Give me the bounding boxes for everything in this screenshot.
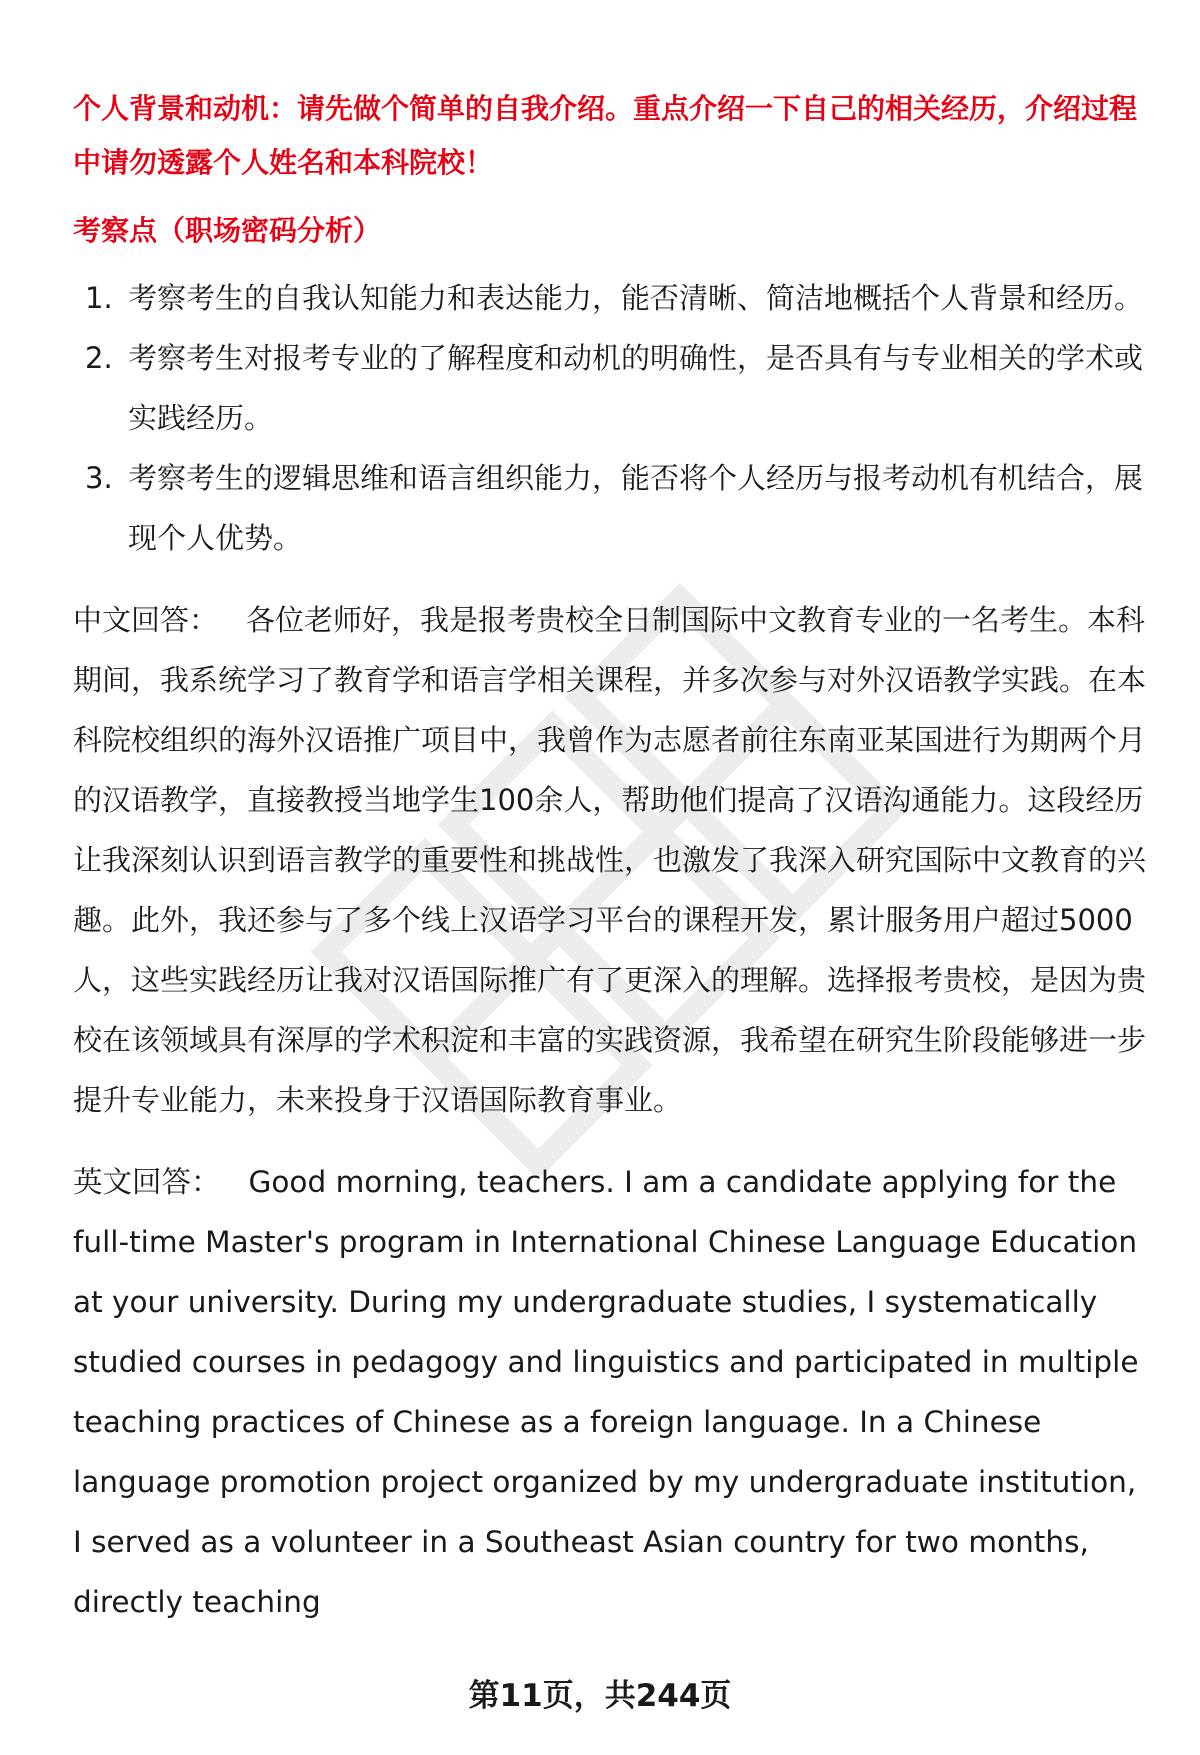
list-item-text: 考察考生对报考专业的了解程度和动机的明确性，是否具有与专业相关的学术或实践经历。 [128,341,1144,435]
chinese-answer [73,590,1153,1130]
document-page [73,82,1153,1632]
list-number: 1. [85,281,113,315]
english-answer-label: 英文回答： [73,1165,221,1199]
english-answer [73,1152,1153,1632]
list-number: 3. [85,461,113,495]
section-label: 考察点（职场密码分析） [73,214,382,247]
list-item-text: 考察考生的自我认知能力和表达能力，能否清晰、简洁地概括个人背景和经历。 [128,281,1144,315]
question-heading: 个人背景和动机：请先做个简单的自我介绍。重点介绍一下自己的相关经历，介绍过程中请勿透露个人姓名和本科院校！ [73,92,1138,179]
list-item [73,448,1153,568]
chinese-answer-label: 中文回答： [73,603,219,637]
list-item [73,268,1153,328]
page-footer: 第11页，共244页 [468,1678,732,1714]
list-item [73,328,1153,448]
list-item-text: 考察考生的逻辑思维和语言组织能力，能否将个人经历与报考动机有机结合，展现个人优势。 [128,461,1144,555]
list-number: 2. [85,341,113,375]
assessment-points-list [73,268,1153,568]
english-answer-text: Good morning, teachers. I am a candidate applying for the full-time Master's program in International Chinese Language Education at your university. During my undergraduate studies, I systematically studied courses in pedagogy and linguistics and participated in multiple teaching practices of Chinese as a foreign language. In a Chinese language promotion project organized by my undergraduate institution, I served as a volunteer in a Southeast Asian country for two months, directly teaching [73,1165,1139,1619]
chinese-answer-text: 各位老师好，我是报考贵校全日制国际中文教育专业的一名考生。本科期间，我系统学习了教育学和语言学相关课程，并多次参与对外汉语教学实践。在本科院校组织的海外汉语推广项目中，我曾作为志愿者前往东南亚某国进行为期两个月的汉语教学，直接教授当地学生100余人，帮助他们提高了汉语沟通能力。这段经历让我深刻认识到语言教学的重要性和挑战性，也激发了我深入研究国际中文教育的兴趣。此外，我还参与了多个线上汉语学习平台的课程开发，累计服务用户超过5000人，这些实践经历让我对汉语国际推广有了更深入的理解。选择报考贵校，是因为贵校在该领域具有深厚的学术积淀和丰富的实践资源，我希望在研究生阶段能够进一步提升专业能力，未来投身于汉语国际教育事业。 [73,603,1147,1117]
